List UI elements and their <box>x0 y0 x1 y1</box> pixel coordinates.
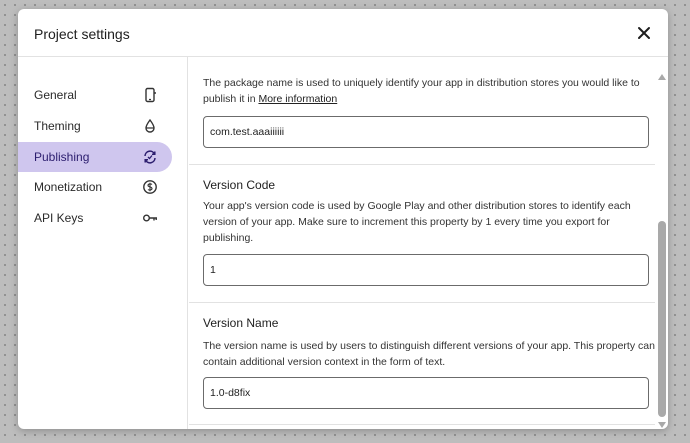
sidebar-item-label: Monetization <box>34 180 103 194</box>
close-icon <box>634 23 654 43</box>
section-divider <box>189 424 655 425</box>
scroll-thumb[interactable] <box>658 221 666 417</box>
sidebar-item-publishing[interactable] <box>18 142 172 172</box>
sidebar-item-label: Theming <box>34 119 81 133</box>
sidebar-item-label: Publishing <box>34 150 90 164</box>
package-description-text: The package name is used to uniquely identify your app in distribution stores you would like to publish it in <box>203 77 640 105</box>
sidebar-item-label: General <box>34 88 77 102</box>
version-name-description: The version name is used by users to distinguish different versions of your app. This property can contain additional version context in the form of text. <box>203 340 655 368</box>
phone-icon <box>142 87 158 103</box>
dollar-icon <box>142 179 158 195</box>
section-divider <box>189 164 655 165</box>
version-name-input[interactable] <box>203 377 649 409</box>
key-icon <box>142 210 158 226</box>
scroll-up-arrow-icon[interactable] <box>658 73 666 81</box>
package-name-input[interactable] <box>203 116 649 148</box>
more-information-link[interactable]: More information <box>258 93 338 105</box>
sidebar-item-monetization[interactable] <box>18 172 172 202</box>
content-scrollbar[interactable] <box>656 57 668 429</box>
version-code-input[interactable] <box>203 254 649 286</box>
sidebar-item-label: API Keys <box>34 211 84 225</box>
section-divider <box>189 302 655 303</box>
dialog-title: Project settings <box>34 26 130 42</box>
settings-sidebar <box>18 57 188 429</box>
sidebar-item-theming[interactable] <box>18 111 172 141</box>
dialog-header <box>18 9 668 57</box>
sidebar-item-api-keys[interactable] <box>18 203 172 233</box>
version-code-title: Version Code <box>203 178 276 192</box>
version-code-description: Your app's version code is used by Google Play and other distribution stores to identify each version of your app. Make sure to increment this property by 1 every time you export for publishing. <box>203 200 631 244</box>
close-button[interactable] <box>634 23 654 43</box>
version-name-title: Version Name <box>203 316 279 330</box>
scroll-down-arrow-icon[interactable] <box>658 421 666 429</box>
package-description <box>203 75 653 107</box>
paint-drop-icon <box>142 118 158 134</box>
sidebar-item-general[interactable] <box>18 80 172 110</box>
project-settings-dialog <box>18 9 668 429</box>
sync-icon <box>142 149 158 165</box>
settings-content <box>189 57 668 429</box>
